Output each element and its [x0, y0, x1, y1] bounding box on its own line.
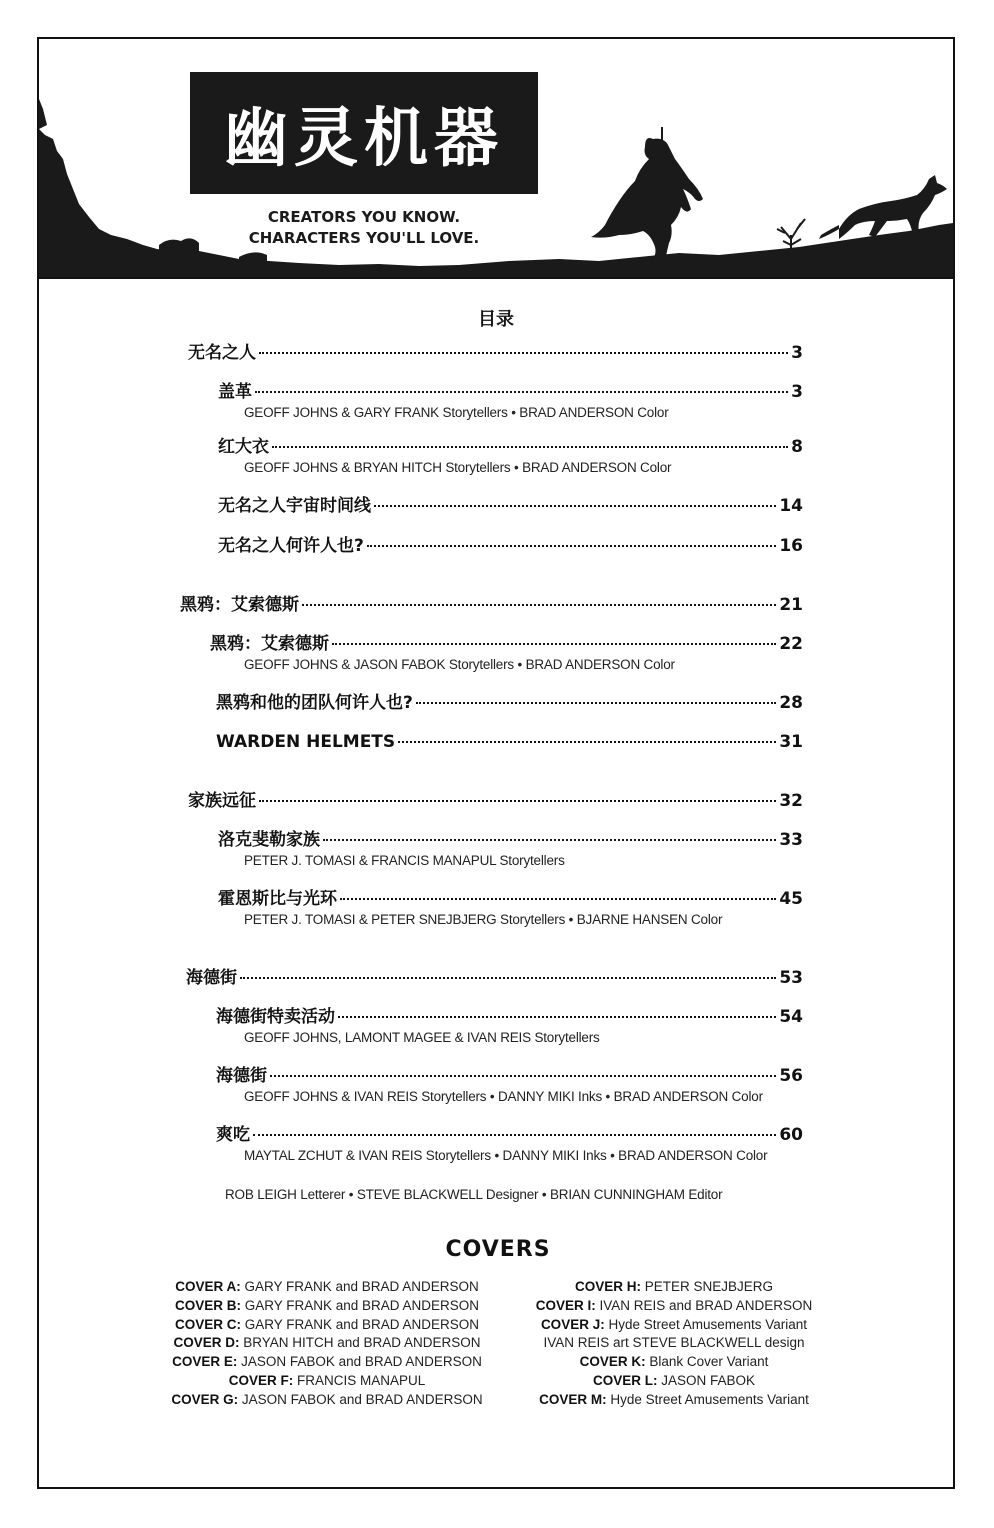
cover-item: [157, 1278, 497, 1297]
toc-entry-page: 60: [779, 1125, 803, 1145]
toc-entry: [216, 1124, 803, 1146]
toc-entry: [180, 594, 803, 616]
toc-entry-title: 无名之人: [188, 343, 256, 363]
cover-label: COVER F:: [228, 1372, 294, 1388]
toc-entry-page: 21: [779, 595, 803, 615]
toc-entry-title: 黑鸦：艾索德斯: [180, 595, 299, 615]
cover-item: [504, 1297, 844, 1316]
leader-dots: [416, 702, 776, 704]
cover-label: COVER B:: [174, 1297, 241, 1313]
cover-artist: Hyde Street Amusements Variant: [604, 1316, 808, 1332]
toc-entry: [188, 790, 803, 812]
cover-artist: JASON FABOK and BRAD ANDERSON: [238, 1391, 483, 1407]
toc-entry: [218, 535, 803, 557]
toc-entry-title: 黑鸦：艾索德斯: [210, 634, 329, 654]
toc-entry-title: 爽吃: [216, 1125, 250, 1145]
toc-entry: [216, 1065, 803, 1087]
leader-dots: [340, 898, 776, 900]
toc-entry-title: 无名之人何许人也?: [218, 536, 364, 556]
cover-artist: BRYAN HITCH and BRAD ANDERSON: [239, 1335, 481, 1351]
credit-line: MAYTAL ZCHUT & IVAN REIS Storytellers • DANNY MIKI Inks • BRAD ANDERSON Color: [244, 1148, 768, 1163]
toc-entry-page: 22: [779, 634, 803, 654]
cover-label: COVER L:: [592, 1372, 658, 1388]
cover-artist: Hyde Street Amusements Variant: [606, 1391, 809, 1407]
cover-label: COVER E:: [172, 1354, 238, 1370]
leader-dots: [270, 1075, 776, 1077]
toc-entry-title: 红大衣: [218, 437, 269, 457]
toc-entry: [218, 888, 803, 910]
leader-dots: [240, 977, 776, 979]
toc-entry-title: 家族远征: [188, 791, 256, 811]
leader-dots: [259, 800, 776, 802]
toc-entry-page: 14: [779, 496, 803, 516]
toc-title: 目录: [478, 309, 514, 330]
toc-entry: [188, 342, 803, 364]
cover-item: [504, 1391, 844, 1410]
page-frame: [37, 37, 955, 1489]
credit-line: PETER J. TOMASI & FRANCIS MANAPUL Storytellers: [244, 853, 565, 868]
leader-dots: [272, 446, 788, 448]
credit-line: GEOFF JOHNS & BRYAN HITCH Storytellers • BRAD ANDERSON Color: [244, 460, 672, 475]
logo-text: 幽灵机器: [224, 102, 504, 176]
tagline-line-2: CHARACTERS YOU'LL LOVE.: [248, 229, 480, 247]
cover-artist: IVAN REIS and BRAD ANDERSON: [595, 1297, 813, 1313]
cover-label: COVER D:: [173, 1335, 240, 1351]
toc-entry-page: 56: [779, 1066, 803, 1086]
cover-item: [157, 1372, 497, 1391]
toc-entry-title: 霍恩斯比与光环: [218, 889, 337, 909]
cover-item: [157, 1316, 497, 1335]
toc-entry-page: 28: [779, 693, 803, 713]
toc-entry-title: WARDEN HELMETS: [216, 732, 396, 752]
leader-dots: [253, 1134, 776, 1136]
toc-entry-title: 海德街特卖活动: [216, 1007, 335, 1027]
cover-artist: PETER SNEJBJERG: [640, 1279, 774, 1294]
cover-item: [504, 1353, 844, 1372]
cover-artist: GARY FRANK and BRAD ANDERSON: [240, 1316, 480, 1332]
leader-dots: [398, 741, 776, 743]
leader-dots: [255, 391, 788, 393]
toc-entry-page: 16: [779, 536, 803, 556]
toc-entry-page: 33: [779, 830, 803, 850]
cover-item: [504, 1334, 844, 1353]
toc-entry: [218, 381, 803, 403]
credit-line: GEOFF JOHNS & GARY FRANK Storytellers • BRAD ANDERSON Color: [244, 405, 669, 420]
staff-credits: ROB LEIGH Letterer • STEVE BLACKWELL Designer • BRIAN CUNNINGHAM Editor: [225, 1187, 723, 1202]
cover-artist: IVAN REIS art STEVE BLACKWELL design: [543, 1335, 805, 1351]
logo: [190, 72, 538, 194]
cover-item: [157, 1297, 497, 1316]
cover-label: COVER C:: [174, 1316, 241, 1332]
toc-entry-page: 53: [779, 968, 803, 988]
cover-label: COVER G:: [171, 1391, 239, 1407]
tagline-line-1: CREATORS YOU KNOW.: [267, 208, 461, 226]
cover-item: [504, 1316, 844, 1335]
toc-entry-title: 黑鸦和他的团队何许人也?: [216, 693, 413, 713]
toc-entry: [218, 436, 803, 458]
toc-entry: [216, 1006, 803, 1028]
cover-label: COVER A:: [175, 1279, 241, 1294]
covers-list-left: [157, 1278, 497, 1410]
cover-item: [157, 1353, 497, 1372]
toc-entry-page: 54: [779, 1007, 803, 1027]
cover-label: COVER J:: [540, 1316, 605, 1332]
leader-dots: [367, 545, 776, 547]
leader-dots: [323, 839, 776, 841]
toc-entry: [210, 633, 803, 655]
cover-artist: GARY FRANK and BRAD ANDERSON: [240, 1297, 480, 1313]
cover-artist: JASON FABOK and BRAD ANDERSON: [237, 1354, 482, 1370]
cover-label: COVER I:: [535, 1297, 596, 1313]
header-banner: [39, 39, 953, 279]
toc-entry-page: 32: [779, 791, 803, 811]
toc-entry-page: 45: [779, 889, 803, 909]
toc-entry-title: 无名之人宇宙时间线: [218, 496, 371, 516]
cover-item: [504, 1278, 844, 1297]
cover-item: [504, 1372, 844, 1391]
cover-artist: FRANCIS MANAPUL: [293, 1372, 426, 1388]
toc-entry: [216, 692, 803, 714]
credit-line: GEOFF JOHNS & JASON FABOK Storytellers • BRAD ANDERSON Color: [244, 657, 675, 672]
toc-entry-page: 3: [791, 382, 803, 402]
credit-line: PETER J. TOMASI & PETER SNEJBJERG Storytellers • BJARNE HANSEN Color: [244, 912, 723, 927]
leader-dots: [259, 352, 788, 354]
covers-list-right: [504, 1278, 844, 1410]
cover-label: COVER H:: [574, 1279, 641, 1294]
toc-entry-page: 3: [791, 343, 803, 363]
cover-artist: GARY FRANK and BRAD ANDERSON: [240, 1279, 479, 1294]
header-divider: [39, 277, 953, 279]
cover-item: [157, 1391, 497, 1410]
toc-entry: [186, 967, 803, 989]
toc-entry-page: 31: [779, 732, 803, 752]
cover-artist: Blank Cover Variant: [645, 1354, 769, 1370]
toc-entry: [218, 829, 803, 851]
covers-title: COVERS: [445, 1237, 551, 1262]
leader-dots: [332, 643, 776, 645]
toc-entry: [216, 731, 803, 753]
cover-artist: JASON FABOK: [657, 1372, 756, 1388]
tagline: [189, 207, 539, 249]
toc-entry-title: 海德街: [216, 1066, 267, 1086]
cover-label: COVER K:: [579, 1354, 646, 1370]
toc-entry-page: 8: [791, 437, 803, 457]
credit-line: GEOFF JOHNS, LAMONT MAGEE & IVAN REIS Storytellers: [244, 1030, 600, 1045]
toc-entry: [218, 495, 803, 517]
leader-dots: [338, 1016, 776, 1018]
leader-dots: [374, 505, 776, 507]
toc-entry-title: 盖革: [218, 382, 252, 402]
cover-item: [157, 1334, 497, 1353]
leader-dots: [302, 604, 776, 606]
toc-entry-title: 海德街: [186, 968, 237, 988]
cover-label: COVER M:: [539, 1391, 607, 1407]
toc-entry-title: 洛克斐勒家族: [218, 830, 320, 850]
credit-line: GEOFF JOHNS & IVAN REIS Storytellers • DANNY MIKI Inks • BRAD ANDERSON Color: [244, 1089, 763, 1104]
